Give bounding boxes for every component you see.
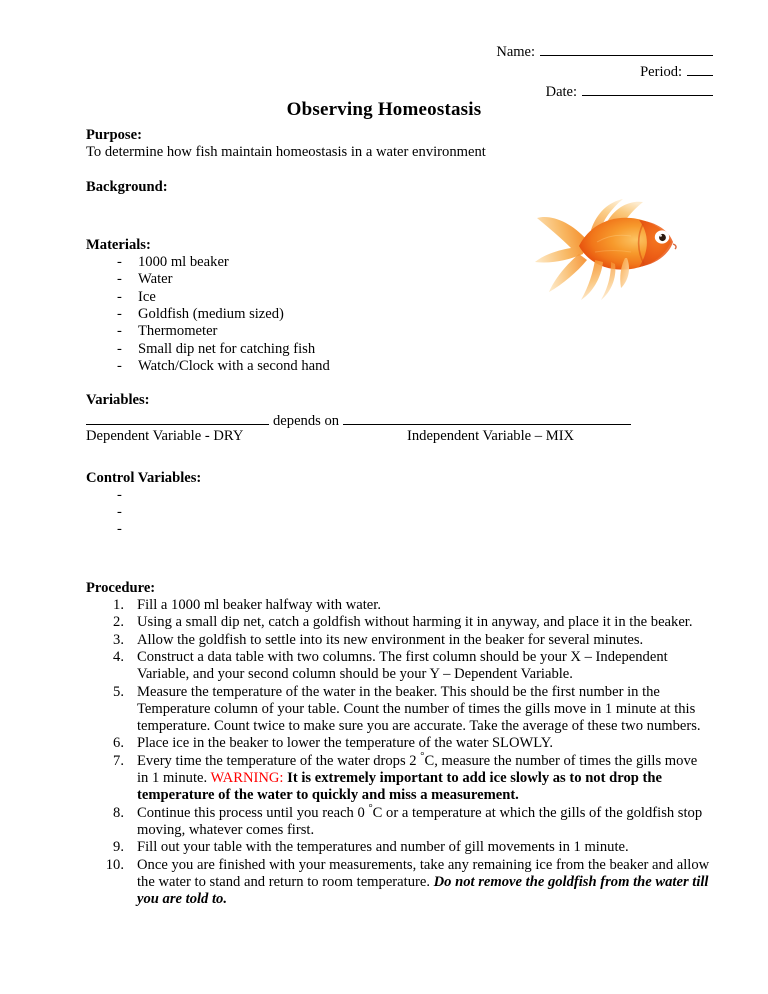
procedure-step bbox=[86, 750, 712, 805]
header-fields bbox=[293, 42, 713, 102]
list-item-label: Water bbox=[138, 271, 173, 288]
variables-heading: Variables: bbox=[86, 392, 150, 409]
spacer bbox=[86, 446, 712, 470]
step-text: Fill a 1000 ml beaker halfway with water. bbox=[137, 597, 381, 614]
dash-bullet: - bbox=[117, 504, 122, 521]
purpose-text: To determine how fish maintain homeostasis in a water environment bbox=[86, 144, 486, 161]
dependent-variable-label: Dependent Variable - DRY bbox=[86, 427, 244, 444]
procedure-step bbox=[86, 649, 712, 684]
step-text: Construct a data table with two columns. The first column should be your X – Independent Variable, and your second column should be your Y – Dependent Variable. bbox=[137, 648, 668, 683]
step-text: Using a small dip net, catch a goldfish without harming it in anyway, and place it in the beaker. bbox=[137, 614, 693, 631]
step-text: C, measure the number of times the gills move in 1 minute. bbox=[137, 752, 698, 787]
independent-variable-label: Independent Variable – MIX bbox=[407, 427, 575, 444]
depends-on-text: depends on bbox=[273, 412, 340, 429]
document-body bbox=[86, 127, 712, 908]
list-item-label: Goldfish (medium sized) bbox=[138, 306, 284, 323]
step-text: Place ice in the beaker to lower the temperature of the water SLOWLY. bbox=[137, 735, 554, 752]
step-text: Continue this process until you reach 0 bbox=[137, 804, 369, 821]
list-item bbox=[86, 323, 712, 340]
background-heading: Background: bbox=[86, 178, 168, 195]
step-text: Measure the temperature of the water in the beaker. This should be the first number in the Temperature column of your table. Count the number of times the gills move in 1 minute at this temperature. Count twice to make sure you are accurate. Take the average of these two numbers. bbox=[137, 683, 701, 735]
step-text: Allow the goldfish to settle into its new environment in the beaker for several minutes. bbox=[137, 631, 644, 648]
step-text: Every time the temperature of the water drops 2 bbox=[137, 752, 421, 769]
emphasis-bold-italic: Do not remove the goldfish from the water till you are told to. bbox=[137, 873, 709, 908]
degree-symbol: ° bbox=[420, 750, 425, 762]
dependent-variable-blank[interactable] bbox=[86, 410, 269, 425]
period-blank-line[interactable] bbox=[687, 62, 713, 76]
list-item bbox=[86, 341, 712, 358]
dash-bullet: - bbox=[117, 486, 122, 503]
variables-label-row bbox=[86, 428, 712, 446]
period-label: Period: bbox=[640, 64, 682, 80]
degree-symbol: ° bbox=[368, 802, 373, 814]
materials-list bbox=[86, 254, 712, 375]
list-item-label: Thermometer bbox=[138, 323, 218, 340]
spacer bbox=[86, 563, 712, 580]
control-variables-list bbox=[86, 487, 712, 539]
procedure-step bbox=[86, 857, 712, 909]
spacer bbox=[86, 196, 712, 220]
procedure-step bbox=[86, 802, 712, 840]
warning-label: WARNING: bbox=[210, 770, 284, 787]
step-text: Fill out your table with the temperatures and number of gill movements in 1 minute. bbox=[137, 839, 629, 856]
list-item bbox=[86, 358, 712, 375]
period-field-row bbox=[293, 62, 713, 82]
list-item bbox=[86, 306, 712, 323]
dash-bullet: - bbox=[117, 306, 122, 323]
list-item[interactable] bbox=[86, 521, 712, 538]
list-item-label: 1000 ml beaker bbox=[138, 254, 229, 271]
name-blank-line[interactable] bbox=[540, 42, 713, 56]
procedure-heading: Procedure: bbox=[86, 579, 156, 596]
variables-blank-row bbox=[86, 410, 712, 428]
procedure-step bbox=[86, 684, 712, 736]
list-item bbox=[86, 254, 712, 271]
step-text: C or a temperature at which the gills of the goldfish stop moving, whatever comes first. bbox=[137, 804, 703, 838]
list-item-label: Small dip net for catching fish bbox=[138, 340, 316, 357]
dash-bullet: - bbox=[117, 271, 122, 288]
list-item-label: Watch/Clock with a second hand bbox=[138, 357, 330, 374]
dash-bullet: - bbox=[117, 521, 122, 538]
dash-bullet: - bbox=[117, 323, 122, 340]
name-label: Name: bbox=[496, 44, 535, 60]
dash-bullet: - bbox=[117, 357, 122, 374]
dash-bullet: - bbox=[117, 340, 122, 357]
list-item bbox=[86, 289, 712, 306]
spacer bbox=[86, 220, 712, 237]
list-item bbox=[86, 271, 712, 288]
materials-heading: Materials: bbox=[86, 236, 151, 253]
step-text: Once you are finished with your measurements, take any remaining ice from the beaker and allow the water to stand and return to room temperature. bbox=[137, 856, 710, 890]
procedure-step bbox=[86, 735, 712, 752]
page-title: Observing Homeostasis bbox=[286, 99, 482, 120]
date-blank-line[interactable] bbox=[582, 82, 713, 96]
procedure-step bbox=[86, 614, 712, 631]
procedure-step bbox=[86, 597, 712, 614]
list-item[interactable] bbox=[86, 504, 712, 521]
spacer bbox=[86, 375, 712, 392]
spacer bbox=[86, 539, 712, 563]
purpose-heading: Purpose: bbox=[86, 127, 142, 143]
control-variables-heading: Control Variables: bbox=[86, 469, 202, 486]
emphasis-bold: It is extremely important to add ice slowly as to not drop the temperature of the water to quickly and miss a measurement. bbox=[137, 770, 662, 804]
list-item-label: Ice bbox=[138, 288, 156, 305]
date-label: Date: bbox=[545, 84, 577, 100]
independent-variable-blank[interactable] bbox=[343, 410, 631, 425]
procedure-step bbox=[86, 632, 712, 649]
procedure-step bbox=[86, 839, 712, 856]
dash-bullet: - bbox=[117, 288, 122, 305]
dash-bullet: - bbox=[117, 254, 122, 271]
procedure-list bbox=[86, 597, 712, 908]
name-field-row bbox=[293, 42, 713, 62]
spacer bbox=[86, 162, 712, 179]
list-item[interactable] bbox=[86, 487, 712, 504]
